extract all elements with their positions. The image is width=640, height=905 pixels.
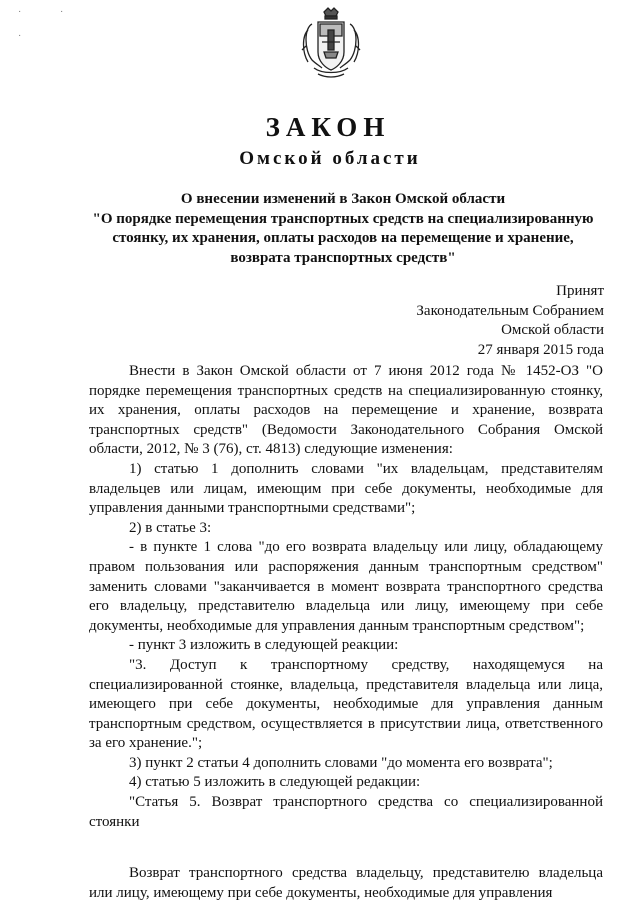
scan-mark: · — [18, 30, 22, 41]
paragraph-item-2-2: - пункт 3 изложить в следующей реакции: — [129, 637, 399, 654]
paragraph-article-5-heading: "Статья 5. Возврат транспортного средства со специализированной стоянки — [89, 794, 603, 830]
law-body — [89, 362, 603, 903]
paragraph-item-2-1: - в пункте 1 слова "до его возврата владельцу или лицу, обладающему правом пользования или распоряжения данным транспортным средством" заменить словами "заканчивается в момент возврата транспортного средства его владельцу, представителю владельца или лицу, имеющему при себе документы, необходимые для управления данным транспортным средством"; — [89, 539, 603, 634]
scan-mark: · — [60, 6, 64, 17]
title-line: О внесении изменений в Закон Омской области — [180, 191, 506, 207]
paragraph-preamble: Внести в Закон Омской области от 7 июня 2012 года № 1452-ОЗ "О порядке перемещения транспортных средств на специализированную стоянку, их хранения, оплаты расходов на перемещение и хранение, возврата транспортных средств" (Ведомости Законодательного Собрания Омской области, 2012, № 3 (76), ст. 4813) следующие изменения: — [89, 363, 603, 458]
adoption-line: Омской области — [501, 322, 604, 338]
title-line: стоянку, их хранения, оплаты расходов на перемещение и хранение, — [112, 230, 574, 246]
scan-mark: · — [18, 6, 22, 17]
paragraph-item-2: 2) в статье 3: — [129, 519, 212, 536]
adoption-line: Принят — [556, 283, 604, 299]
law-heading: ЗАКОН — [265, 112, 391, 142]
coat-of-arms-emblem — [298, 6, 364, 82]
title-line: возврата транспортных средств" — [230, 249, 456, 266]
paragraph-quote-3: "3. Доступ к транспортному средству, находящемуся на специализированной стоянке, владельца, представителя владельца или лица, имеющего при себе документы, необходимые для управления данным транспортным средством, осуществляется в присутствии лица, ответственного за его хранение."; — [89, 656, 603, 752]
paragraph-item-1: 1) статью 1 дополнить словами "их владельцам, представителям владельцев или лицам, имеющим при себе документы, необходимые для управления данными транспортными средствами"; — [89, 460, 603, 517]
adoption-date: 27 января 2015 года — [477, 341, 604, 358]
paragraph-item-4: 4) статью 5 изложить в следующей редакции: — [129, 774, 421, 791]
paragraph-article-5-text: Возврат транспортного средства владельцу, представителю владельца или лицу, имеющему при себе документы, необходимые для управления — [89, 865, 603, 901]
paragraph-spacer — [89, 832, 603, 864]
title-line: "О порядке перемещения транспортных средств на специализированную — [92, 210, 594, 227]
adoption-block — [416, 282, 604, 360]
adoption-line: Законодательным Собранием — [416, 302, 604, 319]
paragraph-item-3: 3) пункт 2 статьи 4 дополнить словами "до момента его возврата"; — [129, 754, 553, 771]
region-subheading: Омской области — [239, 148, 421, 169]
law-title — [88, 190, 598, 268]
